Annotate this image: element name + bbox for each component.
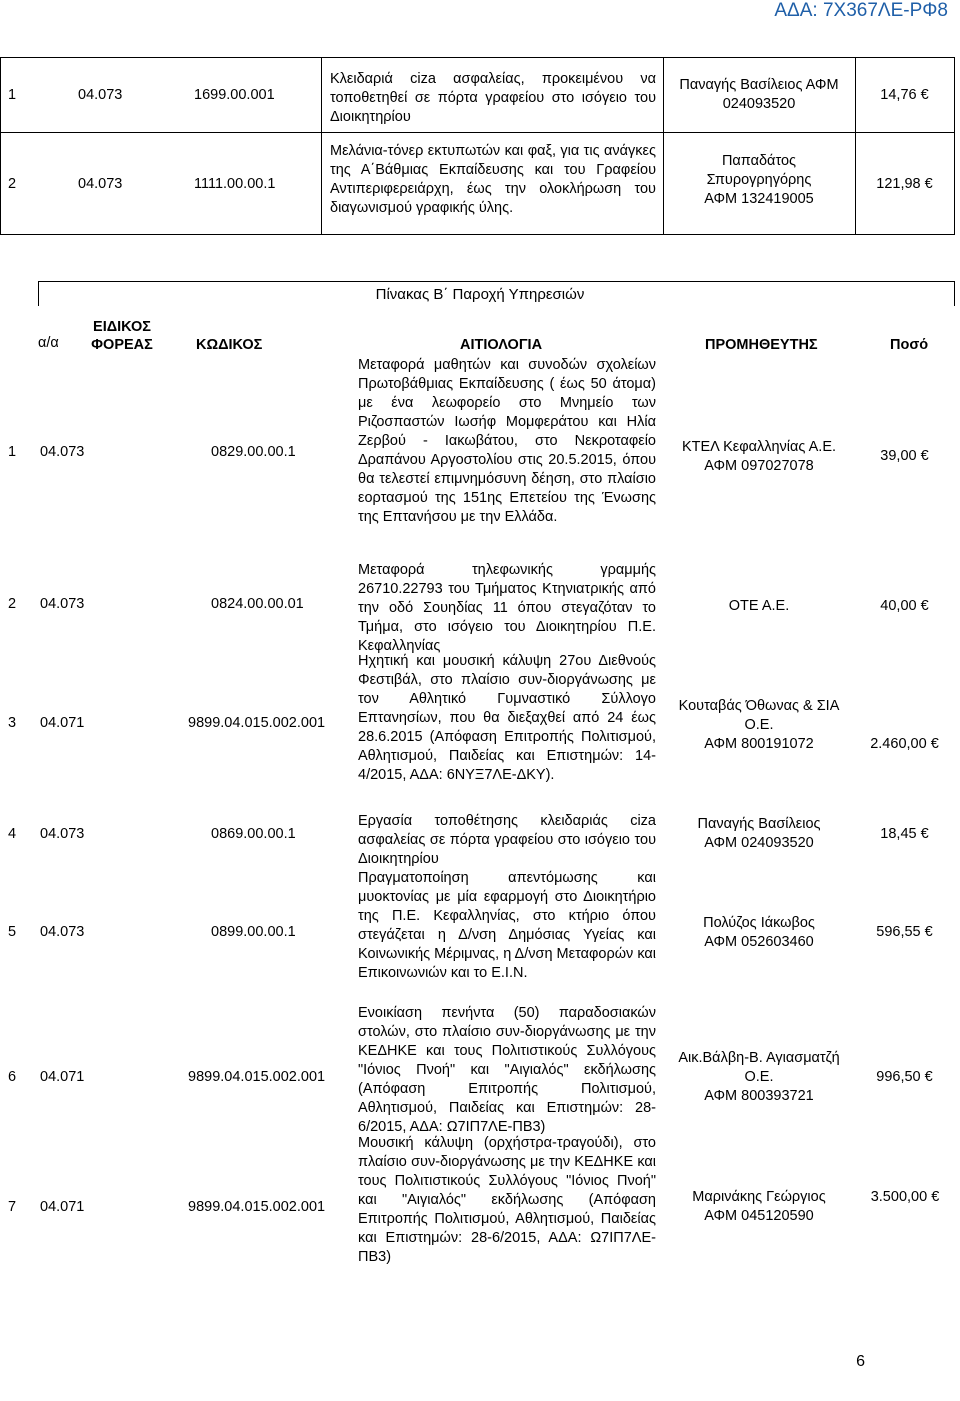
kodikos-code: 9899.04.015.002.001 [188,1069,326,1085]
aitiologia-text: Ενοικίαση πενήντα (50) παραδοσιακών στολών, στο πλαίσιο συν-διοργάνωσης με την ΚΕΔΗΚΕ και τους Πολιτιστικούς Συλλόγους "Ιόνιος Πνοή" και "Αιγιαλός" εκδήλωσης (Απόφαση Επιτροπής Πολιτισμού, Αθλητισμού, Παιδείας και Επιστημών: 28-6/2015, ΑΔΑ: Ω7ΙΠ7ΛΕ-ΠΒ3) [358,1005,656,1135]
supplier-name: Αικ.Βάλβη-Β. Αγιασματζή Ο.Ε. ΑΦΜ 800393721 [678,1050,840,1104]
kodikos-code: 1699.00.001 [194,87,275,103]
header-promitheutis: ΠΡΟΜΗΘΕΥΤΗΣ [705,337,818,353]
aitiologia-text: Κλειδαριά ciza ασφαλείας, προκειμένου να τοποθετηθεί σε πόρτα γραφείου στο ισόγειο του Διοικητηρίου [330,71,656,125]
aitiologia-text: Πραγματοποίηση απεντόμωσης και μυοκτονίας με μία εφαρμογή στο Διοικητήριο της Π.Ε. Κεφαλληνίας, στο κτήριο όπου στεγάζεται η Δ/νση Δημόσιας Υγείας και Κοινωνικής Μέριμνας, η Δ/νση Μεταφορών και Επικοινωνιών και το Ε.Ι.Ν. [358,870,656,981]
row-number: 6 [8,1069,17,1085]
page-number: 6 [856,1353,865,1370]
row-number: 3 [8,715,17,731]
table-a-divider [321,57,322,235]
amount: 996,50 € [876,1069,933,1085]
kodikos-code: 9899.04.015.002.001 [188,715,326,731]
table-a-border [954,57,955,235]
foreas-code: 04.073 [40,444,85,460]
row-number: 4 [8,826,17,842]
header-foreas: ΕΙΔΙΚΟΣ ΦΟΡΕΑΣ [91,319,153,353]
foreas-code: 04.073 [78,87,123,103]
amount: 40,00 € [880,598,929,614]
amount: 2.460,00 € [870,736,939,752]
row-number: 1 [8,444,17,460]
foreas-code: 04.071 [40,715,85,731]
header-aitiologia: ΑΙΤΙΟΛΟΓΙΑ [460,337,543,353]
table-a-border [0,57,955,58]
supplier-name: Παναγής Βασίλειος ΑΦΜ 024093520 [679,77,839,112]
foreas-code: 04.073 [40,596,85,612]
aitiologia-text: Μελάνια-τόνερ εκτυπωτών και φαξ, για τις ανάγκες της Α΄Βάθμιας Εκπαίδευσης και του Γραφείου Αντιπεριφερειάρχη, έως την ολοκλήρωση του διαγωνισμού γραφικής ύλης. [330,143,656,216]
row-number: 5 [8,924,17,940]
kodikos-code: 0824.00.00.01 [211,596,304,612]
kodikos-code: 1111.00.00.1 [194,176,276,192]
amount: 3.500,00 € [870,1189,940,1205]
supplier-name: ΟΤΕ Α.Ε. [728,598,790,614]
aitiologia-text: Ηχητική και μουσική κάλυψη 27ου Διεθνούς Φεστιβάλ, στο πλαίσιο συν-διοργάνωσης με τον Αθλητικό Γυμναστικό Σύλλογο Επτανησίων, που θα διεξαχθεί από 24 έως 28.6.2015 (Απόφαση Επιτροπής Πολιτισμού, Αθλητισμού, Παιδείας και Επιστημών: 14-4/2015, ΑΔΑ: 6ΝΥΞ7ΛΕ-ΔΚΥ). [358,653,656,783]
table-a-divider [0,132,955,133]
amount: 14,76 € [880,87,929,103]
foreas-code: 04.073 [40,826,85,842]
table-a-border [0,57,1,235]
supplier-name: Κουταβάς Όθωνας & ΣΙΑ Ο.Ε. ΑΦΜ 800191072 [678,698,840,752]
supplier-name: Μαρινάκης Γεώργιος ΑΦΜ 045120590 [692,1189,826,1224]
header-poso: Ποσό [890,337,929,353]
table-a-border [0,234,955,235]
amount: 18,45 € [880,826,929,842]
row-number: 2 [8,596,17,612]
supplier-name: Παναγής Βασίλειος ΑΦΜ 024093520 [697,816,821,851]
amount: 596,55 € [876,924,933,940]
amount: 121,98 € [876,176,933,192]
kodikos-code: 0829.00.00.1 [211,444,296,460]
row-number: 2 [8,176,17,192]
row-number: 7 [8,1199,17,1215]
header-aa: α/α [38,335,59,351]
amount: 39,00 € [880,448,929,464]
table-a-divider [855,57,856,235]
ada-watermark: ΑΔΑ: 7Χ367ΛΕ-ΡΦ8 [774,0,948,21]
aitiologia-text: Μουσική κάλυψη (ορχήστρα-τραγούδι), στο πλαίσιο συν-διοργάνωσης με την ΚΕΔΗΚΕ και τους Πολιτιστικούς Συλλόγους "Ιόνιος Πνοή" και "Αιγιαλός" εκδήλωσης (Απόφαση Επιτροπής Πολιτισμού, Αθλητισμού, Παιδείας και Επιστημών: 28-6/2015, ΑΔΑ: Ω7ΙΠ7ΛΕ-ΠΒ3) [358,1135,656,1265]
foreas-code: 04.073 [40,924,85,940]
row-number: 1 [8,87,17,103]
supplier-name: ΚΤΕΛ Κεφαλληνίας Α.Ε. ΑΦΜ 097027078 [681,439,837,474]
aitiologia-text: Μεταφορά μαθητών και συνοδών σχολείων Πρωτοβάθμιας Εκπαίδευσης ( έως 50 άτομα) με ένα λεωφορείο στο Μνημείο των Ριζοσπαστών Ιωσήφ Μομφεράτου και Ηλία Ζερβού - Ιακωβάτου, στο Νεκροταφείο Δραπάνου Αργοστολίου στις 20.5.2015, όπου θα τελεστεί επιμνημόσυνη δέηση, στο πλαίσιο εορτασμού της 151ης Επετείου της Ένωσης της Επτανήσου με την Ελλάδα. [358,357,656,525]
foreas-code: 04.073 [78,176,123,192]
aitiologia-text: Μεταφορά τηλεφωνικής γραμμής 26710.22793 του Τμήματος Κτηνιατρικής από την οδό Σουηδίας 11 όπου στεγαζόταν το Τμήμα, στο ισόγειο του Διοικητηρίου Π.Ε. Κεφαλληνίας [358,562,656,654]
kodikos-code: 0869.00.00.1 [211,826,296,842]
aitiologia-text: Εργασία τοποθέτησης κλειδαριάς ciza ασφαλείας σε πόρτα γραφείου στο ισόγειο του Διοικητηρίου [358,813,656,867]
supplier-name: Πολύζος Ιάκωβος ΑΦΜ 052603460 [703,915,815,950]
kodikos-code: 0899.00.00.1 [211,924,296,940]
header-kodikos: ΚΩΔΙΚΟΣ [196,337,263,353]
kodikos-code: 9899.04.015.002.001 [188,1199,326,1215]
table-b-top-border [38,281,955,282]
foreas-code: 04.071 [40,1199,85,1215]
supplier-name: Παπαδάτος Σπυρογρηγόρης ΑΦΜ 132419005 [704,153,814,207]
table-b-title: Πίνακας Β΄ Παροχή Υπηρεσιών [375,286,585,303]
foreas-code: 04.071 [40,1069,85,1085]
